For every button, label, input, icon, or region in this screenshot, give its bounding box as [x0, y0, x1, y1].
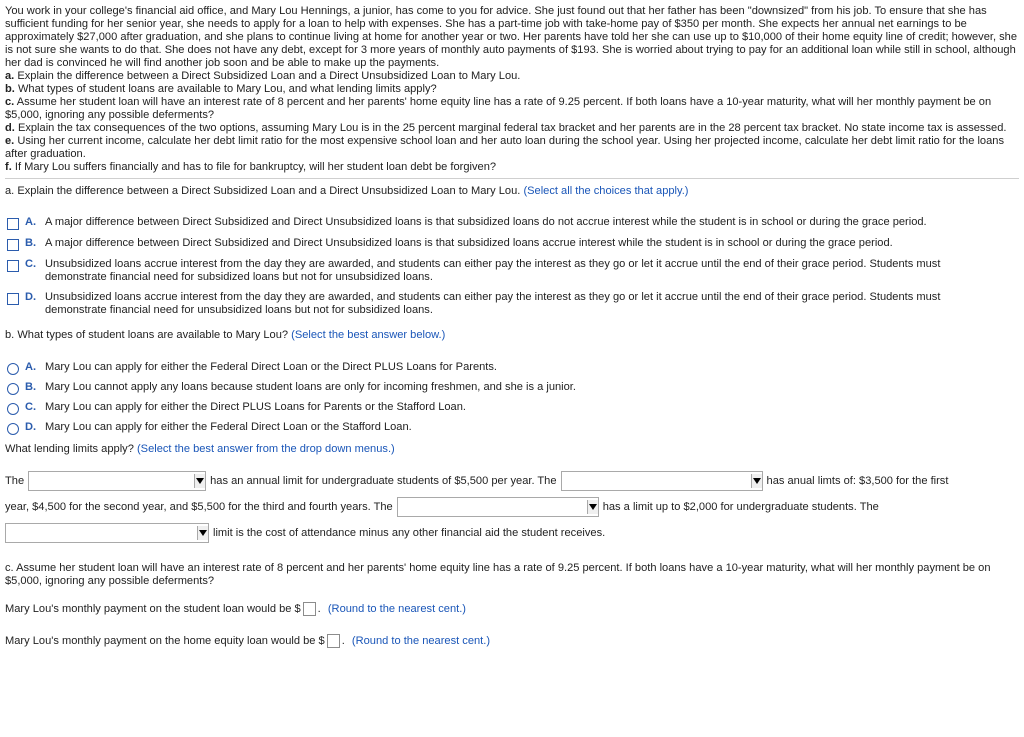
problem-item-f: f. If Mary Lou suffers financially and has to file for bankruptcy, will her student loan debt be forgiven? — [5, 161, 497, 173]
radio-button[interactable] — [7, 403, 19, 415]
radio-button[interactable] — [7, 363, 19, 375]
problem-item-a: a. Explain the difference between a Direct Subsidized Loan and a Direct Unsubsidized Loan to Mary Lou. — [5, 70, 521, 82]
problem-item-c: c. Assume her student loan will have an interest rate of 8 percent and her parents' home equity line has a rate of 9.25 percent. If both loans have a 10-year maturity, what will her monthly payment be on $5,000, ignoring any possible deferments? — [5, 96, 992, 121]
round-hint: (Round to the nearest cent.) — [351, 634, 491, 647]
problem-item-d: d. Explain the tax consequences of the two options, assuming Mary Lou is in the 25 percent marginal federal tax bracket and her parents are in the 28 percent tax bracket. No state income tax is assessed. — [5, 122, 1007, 134]
checkbox[interactable] — [7, 239, 19, 251]
problem-intro: You work in your college's financial aid office, and Mary Lou Hennings, a junior, has come to you for advice. She just found out that her father has been "downsized" from his job. To ensure that she has sufficient funding for her senior year, she needs to apply for a loan to help with expenses. She has a part-time job with take-home pay of $350 per month. She expects her annual net earnings to be approximately $27,000 after graduation, and she plans to continue living at home for another year or two. Her parents have told her she can use up to $10,000 of their home equity line of credit; however, she is not sure she wants to do that. She does not have any debt, except for 3 more years of monthly auto payments of $193. She is worried about trying to pay for an additional loan while still in school, although her dad is convinced he will find another job soon and be able to make up the payments. — [5, 5, 1018, 69]
part-b-choice-d[interactable]: D. Mary Lou can apply for either the Federal Direct Loan or the Stafford Loan. — [5, 421, 1019, 435]
part-b-question: b. What types of student loans are available to Mary Lou? (Select the best answer below.) — [5, 329, 446, 341]
divider — [5, 178, 1019, 179]
student-loan-payment-input[interactable] — [303, 602, 316, 616]
round-hint: (Round to the nearest cent.) — [327, 602, 466, 615]
home-equity-payment-input[interactable] — [327, 634, 340, 648]
part-b-choice-c[interactable]: C. Mary Lou can apply for either the Direct PLUS Loans for Parents or the Stafford Loan. — [5, 401, 1019, 415]
checkbox[interactable] — [7, 260, 19, 272]
part-a-hint: (Select all the choices that apply.) — [523, 185, 689, 197]
home-equity-payment-row: Mary Lou's monthly payment on the home equity loan would be $ . (Round to the nearest cent.) — [5, 634, 491, 647]
radio-button[interactable] — [7, 423, 19, 435]
chevron-down-icon — [587, 500, 598, 514]
checkbox[interactable] — [7, 293, 19, 305]
lending-limits-fill: The has an annual limit for undergraduate students of $5,500 per year. The has anual limts of: $3,500 for the first year, $4,500 for the second year, and $5,500 for the third and fourth years. The has a limit up to $2,000 for undergraduate students. The limit is the cost of attendance minus any other financial aid the student receives. — [5, 470, 1019, 544]
part-a-choice-b[interactable]: B. A major difference between Direct Subsidized and Direct Unsubsidized loans is that subsidized loans accrue interest while the student is in school or during the grace period. — [5, 237, 1019, 251]
chevron-down-icon — [194, 474, 205, 488]
part-b-choice-a[interactable]: A. Mary Lou can apply for either the Federal Direct Loan or the Direct PLUS Loans for Parents. — [5, 361, 1019, 375]
radio-button[interactable] — [7, 383, 19, 395]
part-a-choices — [5, 216, 1019, 317]
part-a-question: a. Explain the difference between a Direct Subsidized Loan and a Direct Unsubsidized Loan to Mary Lou. (Select all the choices that apply.) — [5, 185, 689, 197]
part-b-choice-b[interactable]: B. Mary Lou cannot apply any loans because student loans are only for incoming freshmen, and she is a junior. — [5, 381, 1019, 395]
part-a-choice-d[interactable]: D. Unsubsidized loans accrue interest from the day they are awarded, and students can either pay the interest as they go or let it accrue until the end of their grace period. Students must demonstrate financial need for unsubsidized loans but not for subsidized loans. — [5, 291, 1019, 317]
lending-limits-hint: (Select the best answer from the drop down menus.) — [136, 443, 395, 455]
chevron-down-icon — [197, 526, 208, 540]
problem-statement — [5, 5, 1019, 174]
part-b-choices — [5, 361, 1019, 435]
part-c-question: c. Assume her student loan will have an interest rate of 8 percent and her parents' home equity line has a rate of 9.25 percent. If both loans have a 10-year maturity, what will her monthly payment be on $5,000, ignoring any possible deferments? — [5, 562, 991, 587]
checkbox[interactable] — [7, 218, 19, 230]
problem-item-e: e. Using her current income, calculate her debt limit ratio for the most expensive school loan and her auto loan during the school year. Using her projected income, calculate her debt limit ratio for the loans after graduation. — [5, 135, 1004, 160]
part-a-choice-c[interactable]: C. Unsubsidized loans accrue interest from the day they are awarded, and students can either pay the interest as they go or let it accrue until the end of their grace period. Students must demonstrate financial need for subsidized loans but not for unsubsidized loans. — [5, 258, 1019, 284]
problem-item-b: b. What types of student loans are available to Mary Lou, and what lending limits apply? — [5, 83, 437, 95]
loan-type-dropdown-2[interactable] — [561, 471, 763, 491]
part-a-choice-a[interactable]: A. A major difference between Direct Subsidized and Direct Unsubsidized loans is that subsidized loans do not accrue interest while the student is in school or during the grace period. — [5, 216, 1019, 230]
lending-limits-question: What lending limits apply? (Select the best answer from the drop down menus.) — [5, 443, 395, 455]
loan-type-dropdown-1[interactable] — [28, 471, 206, 491]
chevron-down-icon — [751, 474, 762, 488]
loan-type-dropdown-4[interactable] — [5, 523, 209, 543]
student-loan-payment-row: Mary Lou's monthly payment on the student loan would be $ . (Round to the nearest cent.) — [5, 602, 466, 615]
part-b-hint: (Select the best answer below.) — [291, 329, 446, 341]
loan-type-dropdown-3[interactable] — [397, 497, 599, 517]
